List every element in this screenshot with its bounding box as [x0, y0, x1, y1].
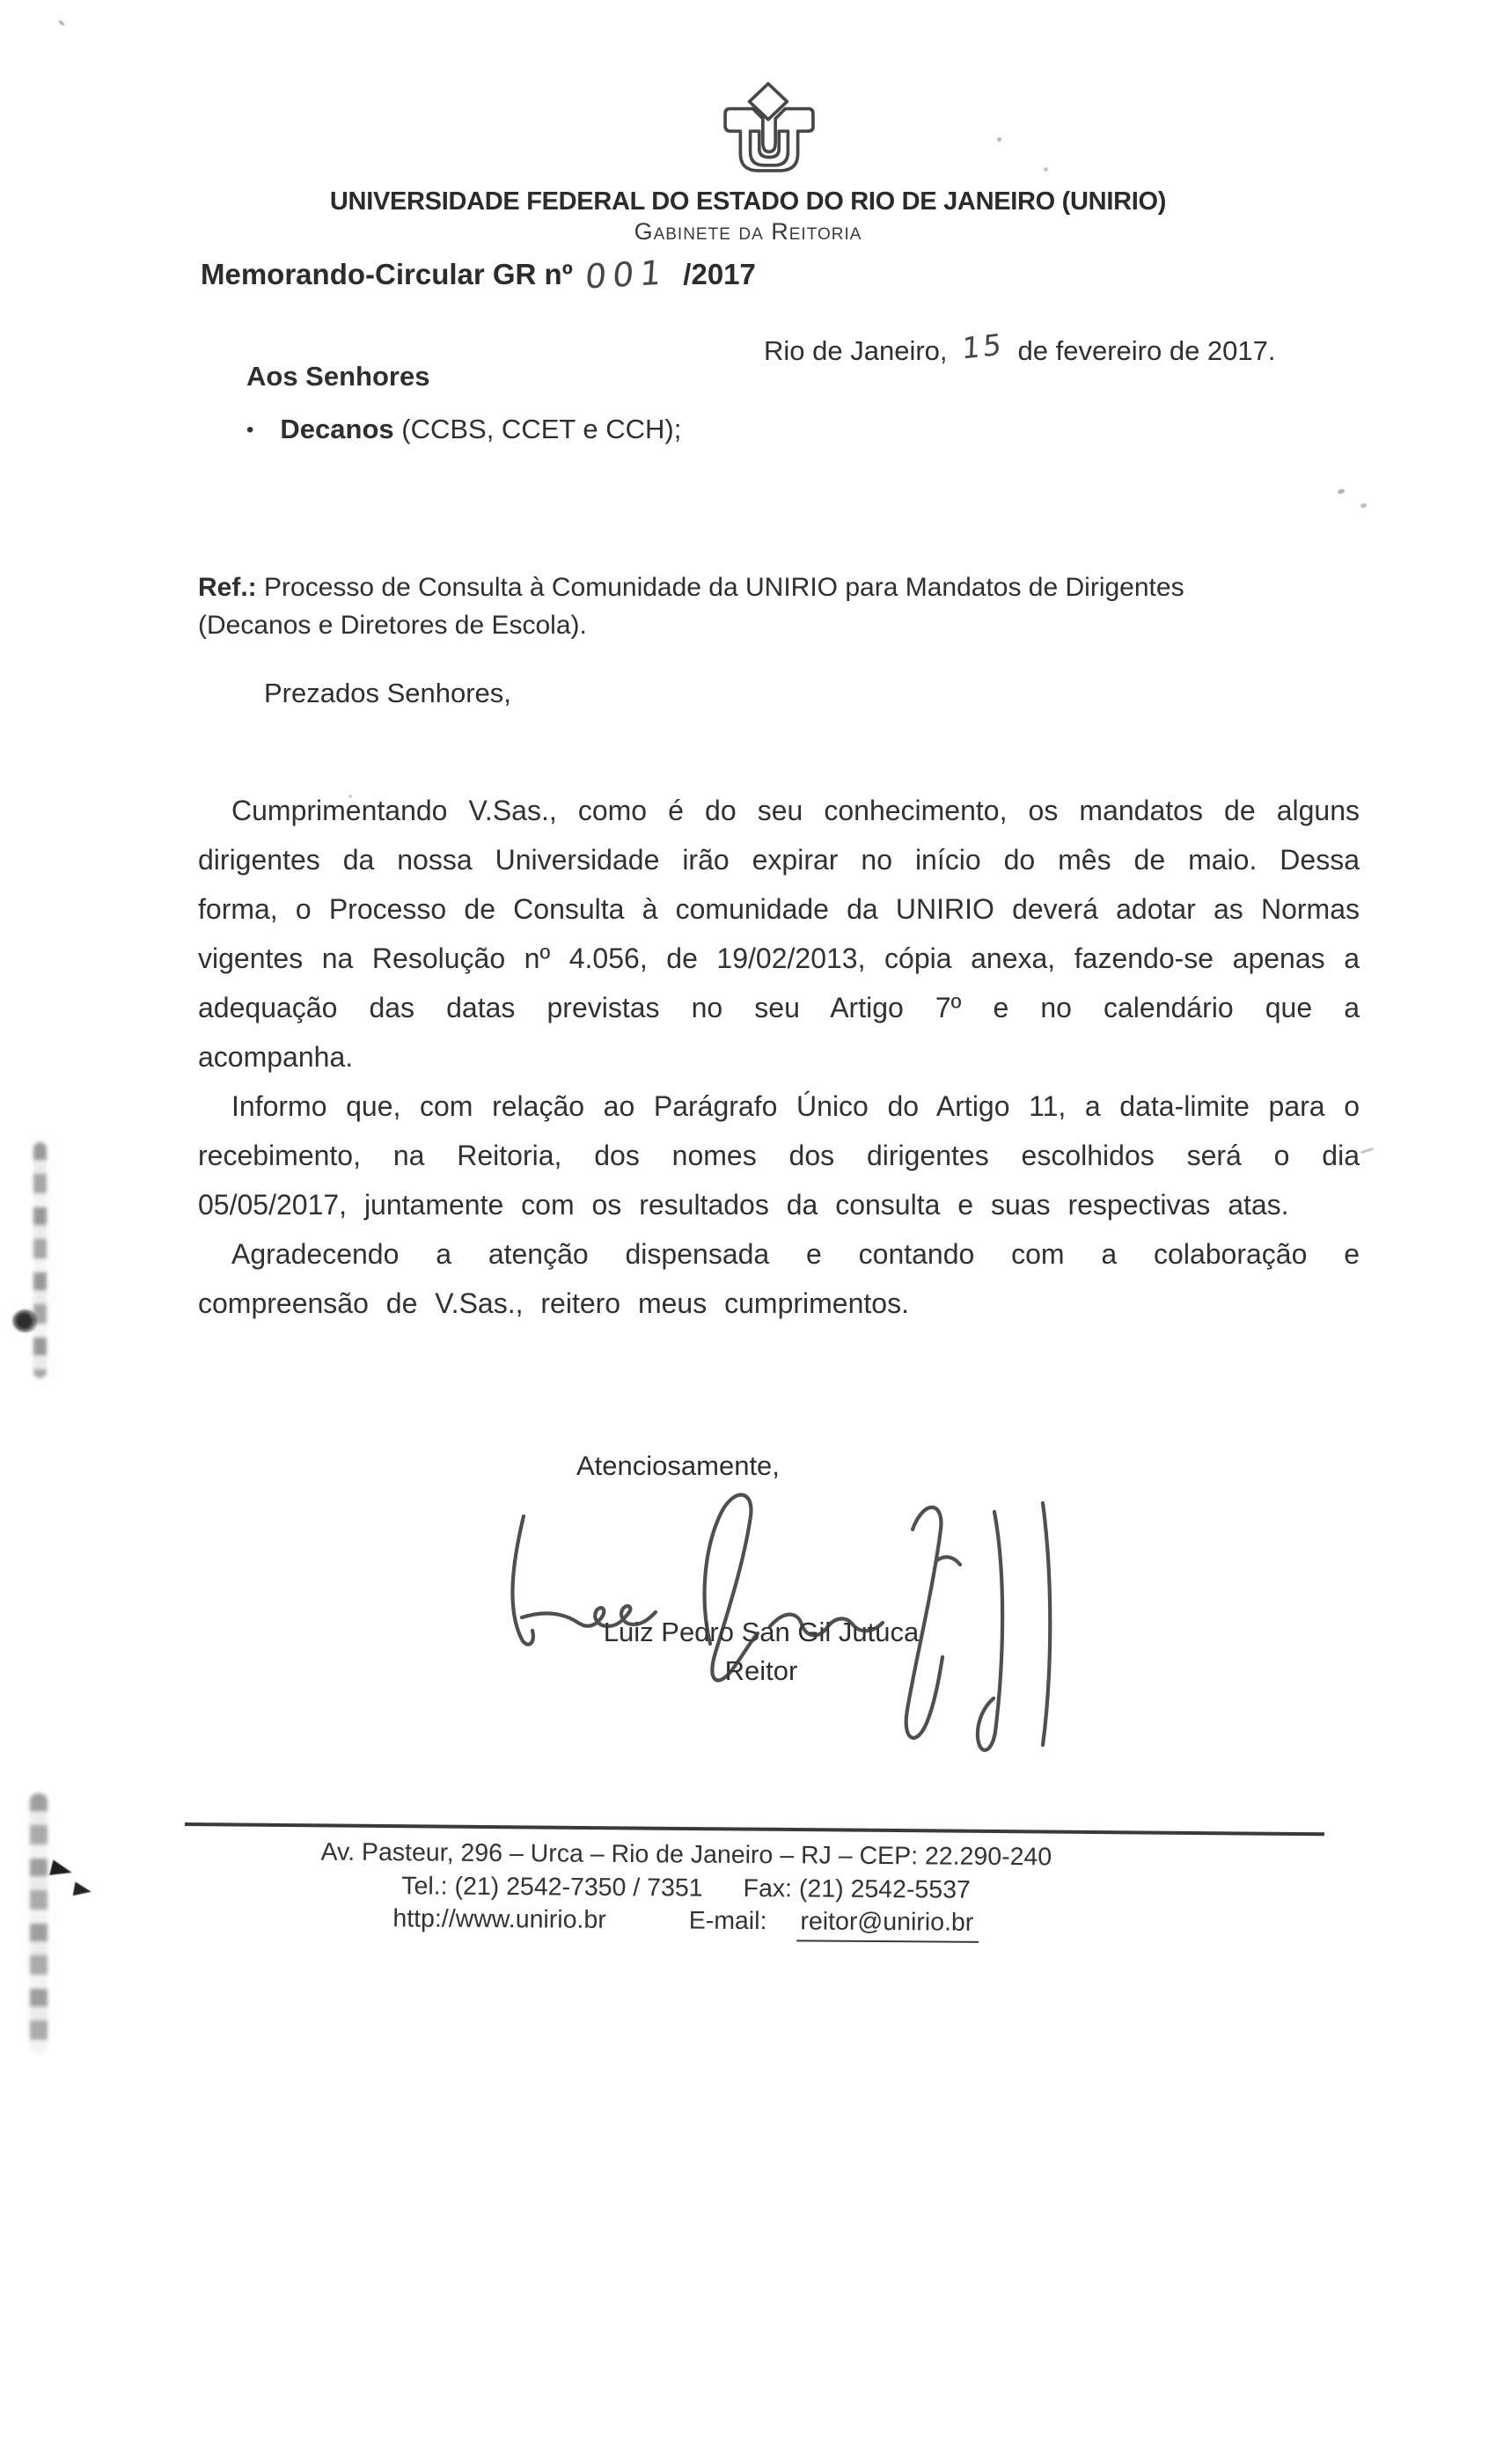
footer-divider — [185, 1822, 1324, 1836]
footer-email: reitor@unirio.br — [796, 1905, 979, 1942]
scan-artifact-speck — [1337, 488, 1345, 495]
reference-line — [198, 568, 1272, 644]
university-name: UNIVERSIDADE FEDERAL DO ESTADO DO RIO DE JANEIRO (UNIRIO) — [329, 187, 1167, 216]
handwritten-memo-number: 001 — [583, 253, 669, 297]
footer-address: Av. Pasteur, 296 – Urca – Rio de Janeiro – RJ – CEP: 22.290-240 — [320, 1837, 1052, 1872]
signer-block — [475, 1613, 1047, 1690]
body-paragraph: Agradecendo a atenção dispensada e contando com a colaboração e compreensão de V.Sas., reitero meus cumprimentos. — [198, 1238, 1360, 1319]
footer-fax: Fax: (21) 2542-5537 — [743, 1874, 971, 1904]
footer-email-label: E-mail: — [688, 1906, 767, 1936]
scan-artifact-speck — [1044, 167, 1048, 172]
reference-label: Ref.: — [198, 573, 257, 602]
unirio-logo-icon — [720, 82, 818, 175]
footer — [246, 1836, 1126, 1943]
scan-artifact-speck — [997, 137, 1001, 142]
scan-artifact-mark — [73, 1881, 92, 1898]
footer-website: http://www.unirio.br — [392, 1904, 606, 1934]
signer-name: Luiz Pedro San Gil Jutuca — [603, 1617, 920, 1647]
closing-word: Atenciosamente, — [576, 1450, 780, 1481]
logo-inner-contour — [751, 131, 788, 165]
scan-artifact-speck — [348, 795, 352, 798]
recipient-item — [246, 414, 681, 445]
footer-web-email — [246, 1902, 1126, 1943]
recipient-name: Decanos — [280, 414, 394, 444]
reference-text: Processo de Consulta à Comunidade da UNIRIO para Mandatos de Dirigentes (Decanos e Diretores de Escola). — [198, 573, 1184, 640]
memo-prefix: Memorando-Circular GR nº — [201, 258, 573, 290]
date-rest: de fevereiro de 2017. — [1017, 335, 1276, 366]
date-line — [764, 326, 1276, 367]
letter-body — [198, 786, 1360, 1328]
scan-artifact-speck — [58, 19, 66, 26]
memo-number-line — [201, 253, 756, 297]
scan-artifact-blob — [12, 1309, 39, 1332]
signer-title: Reitor — [724, 1655, 798, 1686]
scan-artifact-speck — [1360, 1148, 1374, 1154]
scan-artifact-streak — [33, 1142, 47, 1378]
body-paragraph: Informo que, com relação ao Parágrafo Único do Artigo 11, a data-limite para o recebimento, na Reitoria, dos nomes dos dirigentes escolhidos será o dia 05/05/2017, juntamente com os resultados da consulta e suas respectivas atas. — [198, 1090, 1360, 1221]
date-city: Rio de Janeiro, — [764, 335, 948, 366]
recipient-detail: (CCBS, CCET e CCH); — [393, 414, 682, 444]
salutation: Prezados Senhores, — [264, 678, 511, 708]
scan-artifact-speck — [1360, 502, 1368, 508]
bullet-icon: • — [246, 418, 254, 442]
scan-artifact-mark — [49, 1859, 74, 1880]
footer-phone: Tel.: (21) 2542-7350 / 7351 — [401, 1871, 703, 1903]
scan-artifact-streak — [30, 1793, 48, 2054]
body-paragraph: Cumprimentando V.Sas., como é do seu conhecimento, os mandatos de alguns dirigentes da nossa Universidade irão expirar no início do mês de maio. Dessa forma, o Processo de Consulta à comunidade da UNIRIO deverá adotar as Normas vigentes na Resolução nº 4.056, de 19/02/2013, cópia anexa, fazendo-se apenas a adequação das datas previstas no seu Artigo 7º e no calendário que a acompanha. — [198, 795, 1360, 1073]
memo-year: /2017 — [683, 258, 756, 290]
handwritten-day: 15 — [960, 326, 1005, 366]
office-name: Gabinete da Reitoria — [634, 218, 862, 245]
recipients-heading: Aos Senhores — [246, 361, 430, 392]
